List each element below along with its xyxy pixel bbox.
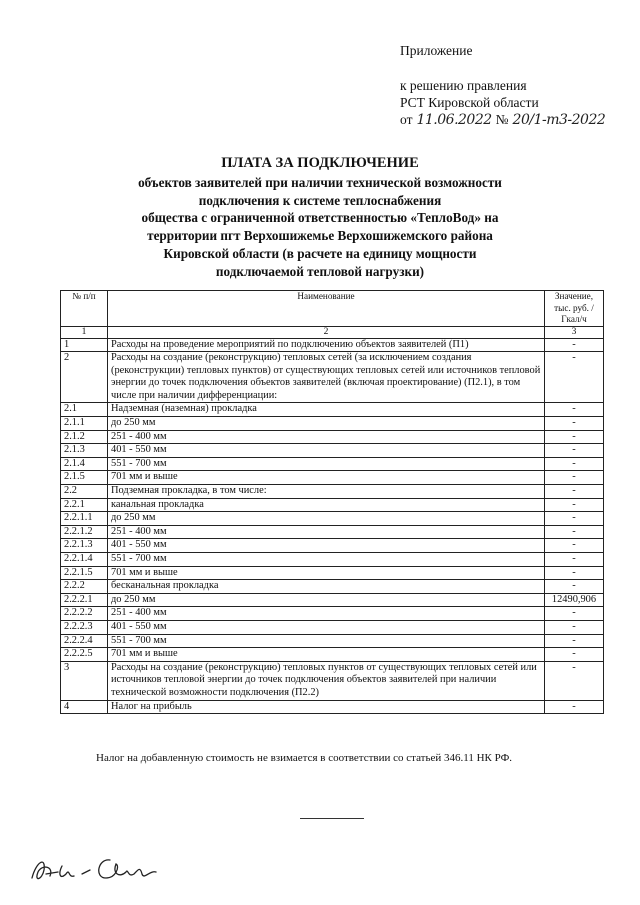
row-value: - [545,539,604,553]
row-name: до 250 мм [108,417,545,431]
row-value: - [545,525,604,539]
row-value: - [545,417,604,431]
title-line: Кировской области (в расчете на единицу мощности [163,245,477,261]
row-value: - [545,580,604,594]
row-value: - [545,498,604,512]
table-row [61,498,604,512]
table-row [61,430,604,444]
row-number: 2.2.2.4 [61,634,108,648]
row-number: 2.2.2 [61,580,108,594]
appendix-title: Приложение [400,43,473,58]
table-row [61,620,604,634]
row-number: 2.1.2 [61,430,108,444]
table-row [61,648,604,662]
title-main: ПЛАТА ЗА ПОДКЛЮЧЕНИЕ [221,155,419,171]
row-number: 2.2.1.4 [61,553,108,567]
table-row [61,580,604,594]
decision-date: 11.06.2022 [416,112,492,128]
header-value: Значение, тыс. руб. / Гкал/ч [545,291,604,327]
row-name: 701 мм и выше [108,566,545,580]
row-number: 2.2.1.5 [61,566,108,580]
row-number: 2 [61,352,108,403]
row-name: 401 - 550 мм [108,444,545,458]
table-row [61,700,604,714]
row-number: 3 [61,661,108,700]
title-line: подключения к системе теплоснабжения [198,192,442,208]
row-value: - [545,553,604,567]
row-number: 2.1.4 [61,457,108,471]
row-value: - [545,352,604,403]
row-name: бесканальная прокладка [108,580,545,594]
row-name: 251 - 400 мм [108,525,545,539]
row-number: 2.1.3 [61,444,108,458]
row-name: 251 - 400 мм [108,607,545,621]
row-number: 4 [61,700,108,714]
appendix-block [400,42,605,129]
row-value: - [545,471,604,485]
divider-line [300,818,364,819]
decision-date-line [400,111,605,129]
header-number: № п/п [61,291,108,327]
row-name: канальная прокладка [108,498,545,512]
row-name: 701 мм и выше [108,471,545,485]
table-row [61,352,604,403]
row-name: 701 мм и выше [108,648,545,662]
row-name: до 250 мм [108,593,545,607]
table-row [61,634,604,648]
column-number: 1 [61,326,108,338]
appendix-line-1: к решению правления [400,78,527,93]
row-value: - [545,512,604,526]
row-number: 2.2.1 [61,498,108,512]
column-number: 2 [108,326,545,338]
row-name: 401 - 550 мм [108,539,545,553]
row-number: 2.1 [61,403,108,417]
from-label: от [400,112,413,127]
table-row [61,457,604,471]
row-number: 2.2.1.1 [61,512,108,526]
row-value: - [545,457,604,471]
column-number: 3 [545,326,604,338]
fee-table [60,290,604,714]
row-name: Налог на прибыль [108,700,545,714]
row-value: - [545,338,604,352]
table-row [61,471,604,485]
row-value: - [545,634,604,648]
row-value: - [545,648,604,662]
title-line: подключаемой тепловой нагрузки) [215,263,425,279]
table-row [61,607,604,621]
row-number: 2.2.1.2 [61,525,108,539]
table-row [61,403,604,417]
table-row [61,444,604,458]
row-value: - [545,444,604,458]
table-header-row [61,291,604,327]
title-line: общества с ограниченной ответственностью «ТеплоВод» на [141,210,499,226]
row-value: - [545,661,604,700]
title-line: объектов заявителей при наличии технической возможности [138,174,502,190]
row-name: Расходы на создание (реконструкцию) тепловых сетей (за исключением создания (реконструкции) тепловых пунктов) от существующих тепловых сетей или источников тепловой энергии до точек подключения объектов заявителей (включая проектирование) (П2.1), в том числе при наличии дифференциации: [108,352,545,403]
row-number: 2.1.5 [61,471,108,485]
table-row [61,553,604,567]
table-row [61,661,604,700]
row-value: - [545,700,604,714]
title-line: территории пгт Верхошижемье Верхошижемского района [147,228,493,244]
row-value: - [545,485,604,499]
row-value: - [545,566,604,580]
number-sign: № [495,112,509,127]
row-value: 12490,906 [545,593,604,607]
row-number: 2.2 [61,485,108,499]
appendix-line-2: РСТ Кировской области [400,95,539,110]
row-value: - [545,607,604,621]
row-name: Расходы на создание (реконструкцию) тепловых пунктов от существующих тепловых сетей или источников тепловой энергии до точек подключения объектов заявителей при наличии технической возможности подключения (П2.2) [108,661,545,700]
row-name: 551 - 700 мм [108,457,545,471]
row-name: 401 - 550 мм [108,620,545,634]
table-row [61,485,604,499]
table-row [61,539,604,553]
row-value: - [545,430,604,444]
row-name: 551 - 700 мм [108,553,545,567]
signature-image [24,848,204,888]
row-name: 551 - 700 мм [108,634,545,648]
row-number: 2.2.2.3 [61,620,108,634]
document-title [60,155,580,281]
table-row [61,417,604,431]
table-row [61,512,604,526]
row-number: 2.2.2.2 [61,607,108,621]
row-value: - [545,620,604,634]
table-row [61,338,604,352]
row-name: 251 - 400 мм [108,430,545,444]
row-name: Подземная прокладка, в том числе: [108,485,545,499]
row-number: 2.1.1 [61,417,108,431]
row-name: до 250 мм [108,512,545,526]
row-number: 2.2.2.5 [61,648,108,662]
column-number-row [61,326,604,338]
row-name: Расходы на проведение мероприятий по подключению объектов заявителей (П1) [108,338,545,352]
row-number: 2.2.1.3 [61,539,108,553]
table-row [61,593,604,607]
table-row [61,566,604,580]
decision-number: 20/1-т3-2022 [512,112,606,128]
vat-footnote: Налог на добавленную стоимость не взимается в соответствии со статьей 346.11 НК РФ. [96,752,513,764]
row-name: Надземная (наземная) прокладка [108,403,545,417]
row-value: - [545,403,604,417]
header-name: Наименование [108,291,545,327]
row-number: 1 [61,338,108,352]
table-row [61,525,604,539]
row-number: 2.2.2.1 [61,593,108,607]
